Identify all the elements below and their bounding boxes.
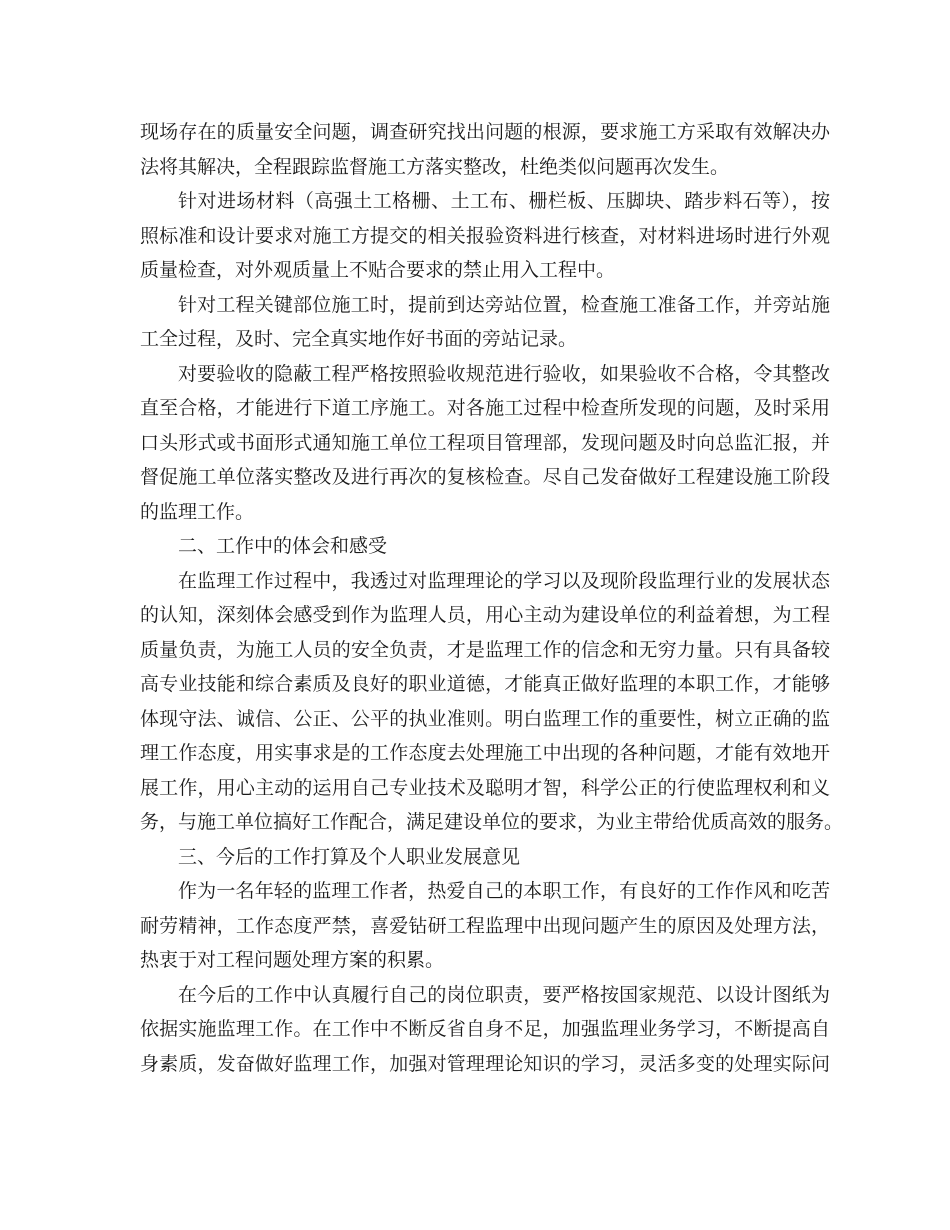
text-line: 的监理工作。 <box>140 500 255 523</box>
text-line: 现场存在的质量安全问题，调查研究找出问题的根源，要求施工方采取有效解决办 <box>140 121 830 143</box>
text-line: 依据实施监理工作。在工作中不断反省自身不足，加强监理业务学习，不断提高自 <box>140 1018 830 1040</box>
text-line: 针对进场材料（高强土工格栅、土工布、栅栏板、压脚块、踏步料石等），按 <box>178 190 830 212</box>
text-line: 法将其解决，全程跟踪监督施工方落实整改，杜绝类似问题再次发生。 <box>140 155 730 178</box>
text-line: 理工作态度，用实事求是的工作态度去处理施工中出现的各种问题，才能有效地开 <box>140 742 830 764</box>
text-line: 热衷于对工程问题处理方案的积累。 <box>140 949 445 971</box>
document-body <box>140 115 844 1081</box>
text-line: 展工作，用心主动的运用自己专业技术及聪明才智，科学公正的行使监理权利和义 <box>140 776 830 799</box>
text-line: 照标准和设计要求对施工方提交的相关报验资料进行核查，对材料进场时进行外观 <box>140 224 830 247</box>
text-line: 作为一名年轻的监理工作者，热爱自己的本职工作，有良好的工作作风和吃苦 <box>178 880 830 902</box>
text-line: 二、工作中的体会和感受 <box>178 535 388 557</box>
text-line: 对要验收的隐蔽工程严格按照验收规范进行验收，如果验收不合格，令其整改 <box>178 362 830 385</box>
text-line: 督促施工单位落实整改及进行再次的复核检查。尽自己发奋做好工程建设施工阶段 <box>140 466 830 488</box>
text-line: 务，与施工单位搞好工作配合，满足建设单位的要求，为业主带给优质高效的服务。 <box>140 811 844 833</box>
text-line: 三、今后的工作打算及个人职业发展意见 <box>178 845 521 868</box>
text-line: 口头形式或书面形式通知施工单位工程项目管理部，发现问题及时向总监汇报，并 <box>140 431 830 454</box>
text-line: 在今后的工作中认真履行自己的岗位职责，要严格按国家规范、以设计图纸为 <box>178 983 830 1006</box>
text-line: 在监理工作过程中，我透过对监理理论的学习以及现阶段监理行业的发展状态 <box>178 569 830 592</box>
text-line: 身素质，发奋做好监理工作，加强对管理理论知识的学习，灵活多变的处理实际问 <box>140 1052 830 1075</box>
text-line: 高专业技能和综合素质及良好的职业道德，才能真正做好监理的本职工作，才能够 <box>140 673 830 695</box>
text-line: 耐劳精神，工作态度严禁，喜爱钻研工程监理中出现问题产生的原因及处理方法， <box>140 914 830 937</box>
text-line: 质量检查，对外观质量上不贴合要求的禁止用入工程中。 <box>140 259 616 281</box>
text-line: 直至合格，才能进行下道工序施工。对各施工过程中检查所发现的问题，及时采用 <box>140 397 830 419</box>
text-line: 质量负责，为施工人员的安全负责，才是监理工作的信念和无穷力量。只有具备较 <box>140 638 830 661</box>
text-line: 针对工程关键部位施工时，提前到达旁站位置，检查施工准备工作，并旁站施 <box>178 293 830 316</box>
text-line: 的认知，深刻体会感受到作为监理人员，用心主动为建设单位的利益着想，为工程 <box>140 604 830 626</box>
text-line: 工全过程，及时、完全真实地作好书面的旁站记录。 <box>140 328 578 350</box>
text-line: 体现守法、诚信、公正、公平的执业准则。明白监理工作的重要性，树立正确的监 <box>140 707 830 730</box>
